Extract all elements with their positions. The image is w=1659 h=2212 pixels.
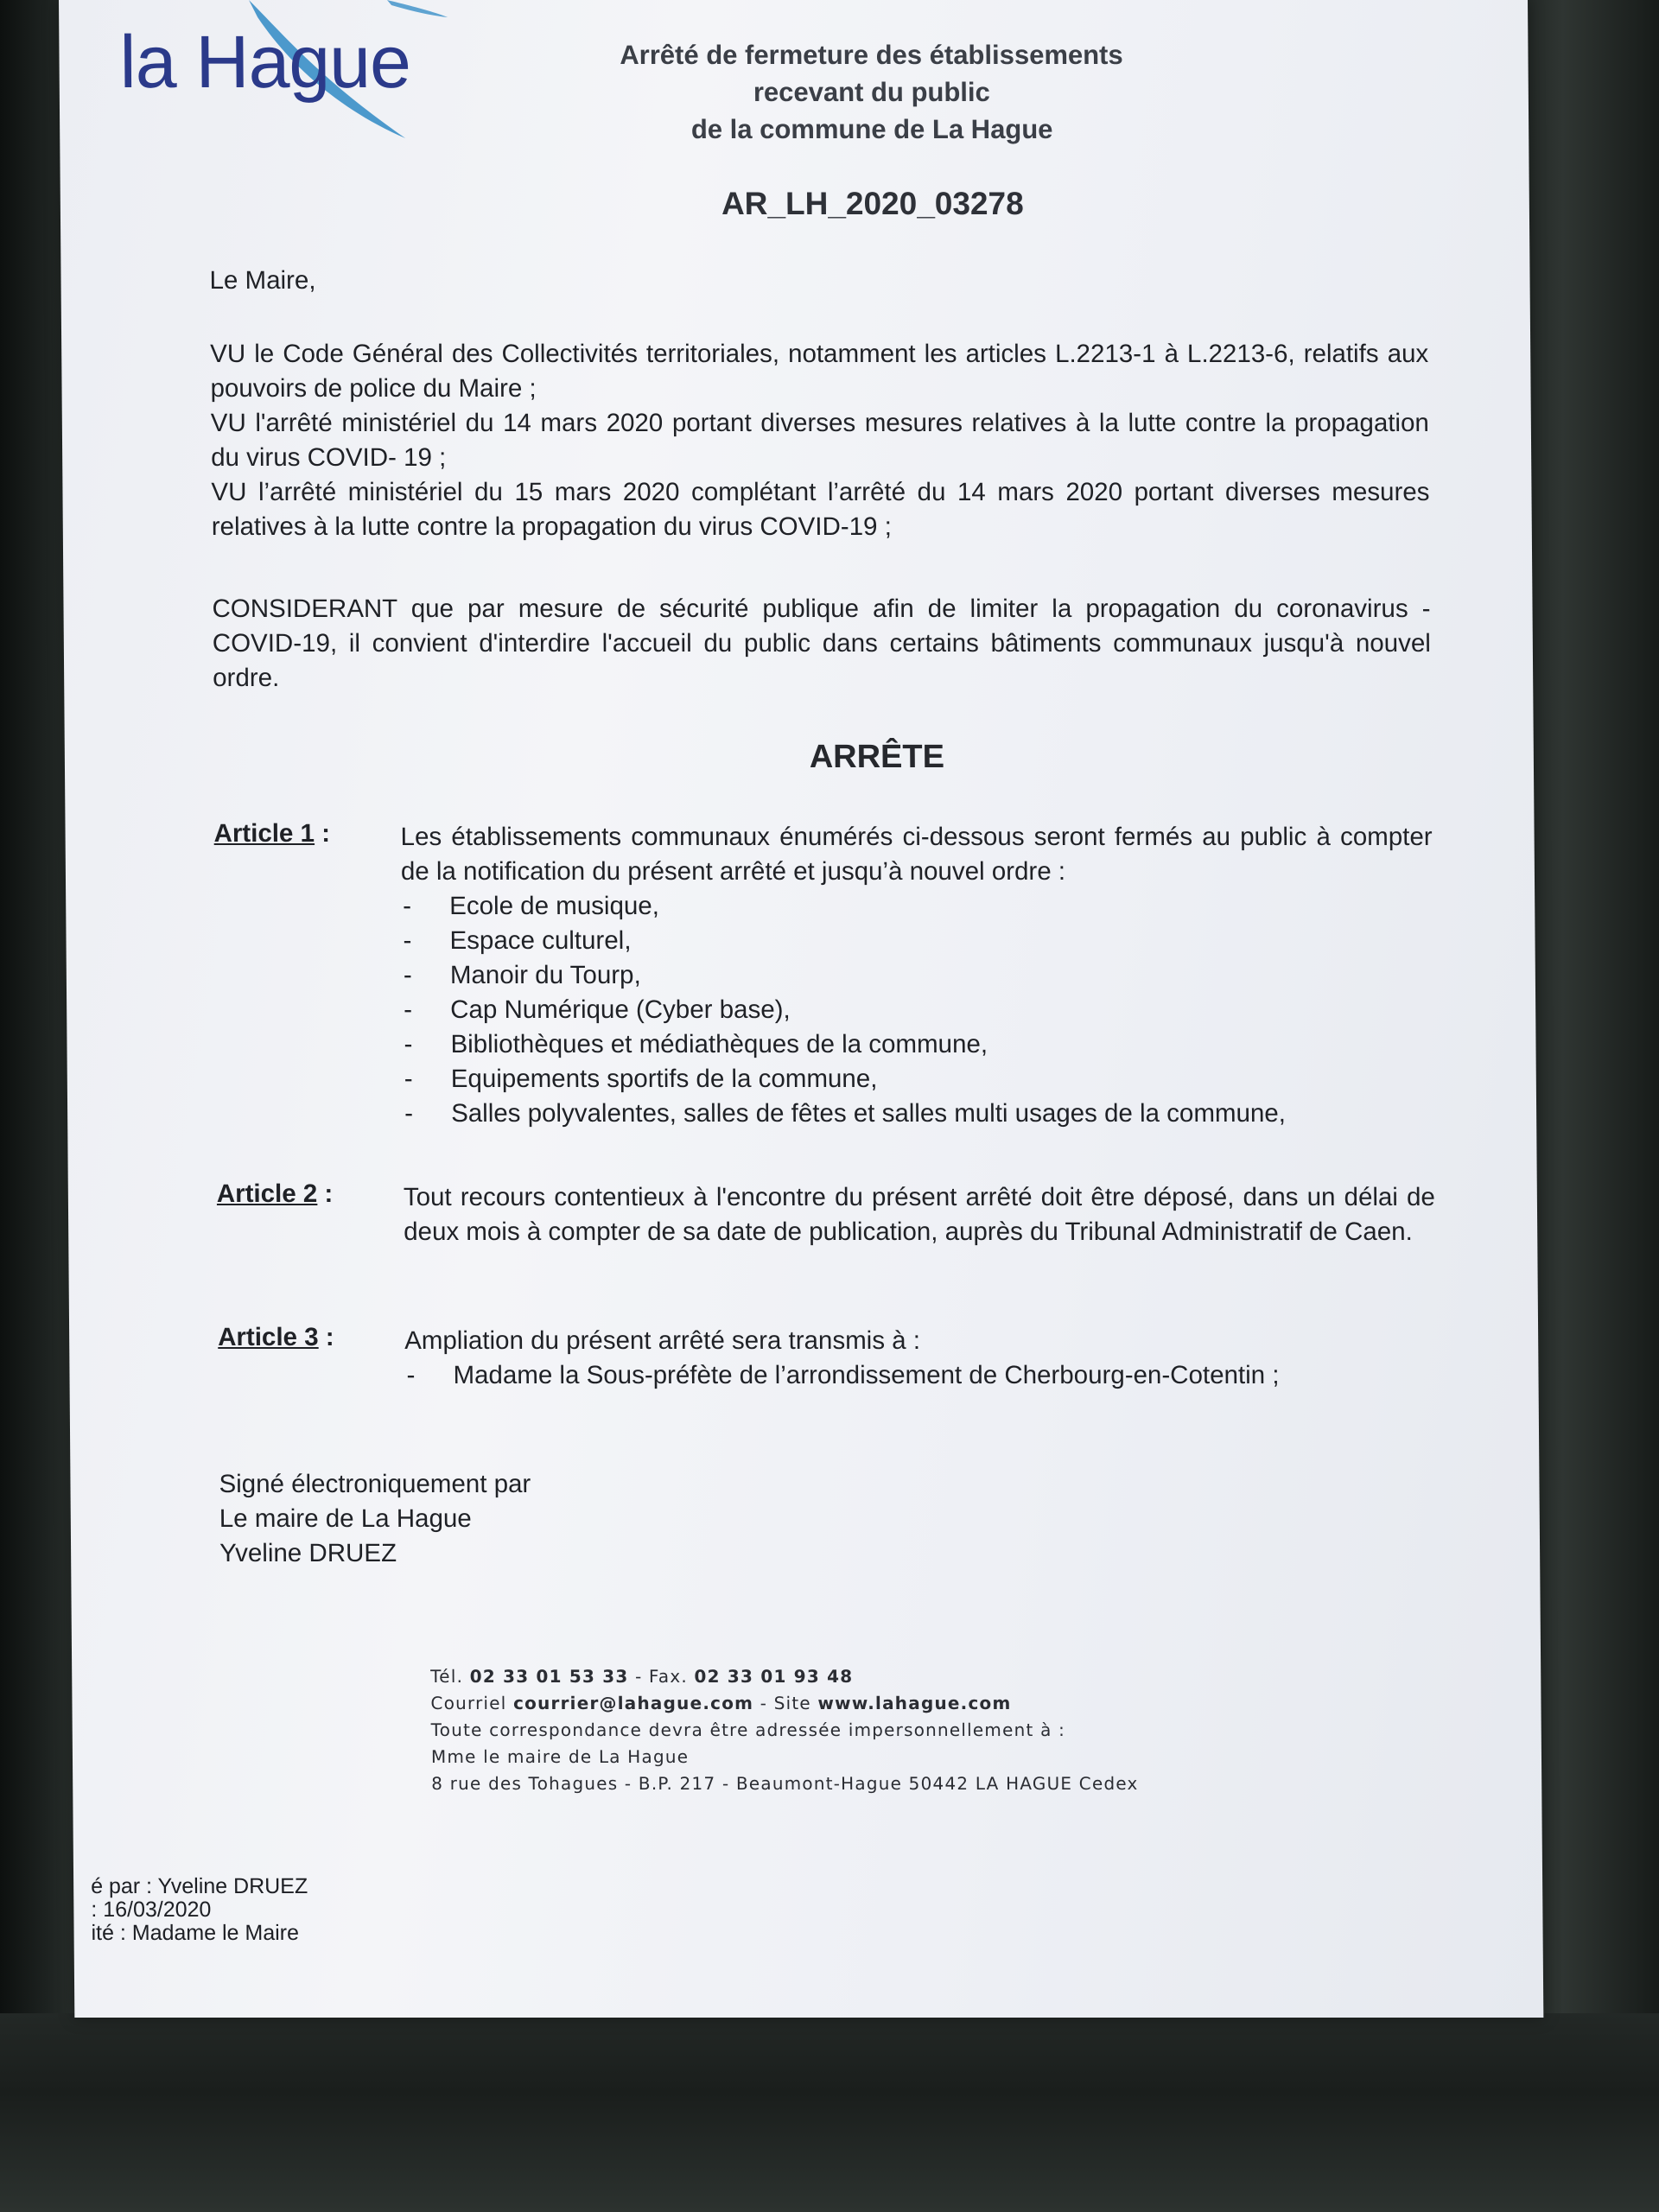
signature-block — [219, 1467, 531, 1571]
list-item: - Salles polyvalentes, salles de fêtes et salles multi usages de la commune, — [403, 1096, 1434, 1131]
signature-line: Signé électroniquement par — [219, 1470, 531, 1498]
document-sheet — [59, 0, 1543, 2018]
article-1-text: Les établissements communaux énumérés ci-dessous seront fermés au public à compter de la notification du présent arrêté et jusqu’à nouvel ordre : — [400, 823, 1433, 886]
reference-number: AR_LH_2020_03278 — [721, 186, 1024, 221]
stamp-line: é par : Yveline DRUEZ — [91, 1874, 308, 1898]
footer-address: 8 rue des Tohagues - B.P. 217 - Beaumont-Hague 50442 LA HAGUE Cedex — [431, 1773, 1139, 1794]
electronic-signature-stamp — [91, 1875, 308, 1945]
recipients-list — [404, 1358, 1436, 1393]
document-heading — [543, 36, 1200, 148]
list-item: - Manoir du Tourp, — [402, 958, 1433, 993]
article-2-body: Tout recours contentieux à l'encontre du présent arrêté doit être déposé, dans un délai de deux mois à compter de sa date de publication, auprès du Tribunal Administratif de Caen. — [403, 1183, 1436, 1246]
list-item: - Madame la Sous-préfète de l’arrondissement de Cherbourg-en-Cotentin ; — [404, 1358, 1436, 1393]
considerant-paragraph: CONSIDERANT que par mesure de sécurité publique afin de limiter la propagation du coronavirus - COVID-19, il convient d'interdire l'accueil du public dans certains bâtiments communaux jusqu'à nouvel ordre. — [212, 594, 1431, 692]
footer-email-line: Courriel courrier@lahague.com - Site www.lahague.com — [430, 1693, 1012, 1713]
list-item: - Ecole de musique, — [401, 889, 1433, 924]
stamp-line: ité : Madame le Maire — [91, 1921, 300, 1945]
salutation: Le Maire, — [209, 266, 316, 295]
footer-recipient: Mme le maire de La Hague — [430, 1746, 690, 1767]
article-1-body — [400, 820, 1434, 1131]
logo-text: la Hague — [119, 21, 411, 104]
dark-backdrop-bottom — [0, 2013, 1659, 2212]
vu-line: VU le Code Général des Collectivités territoriales, notamment les articles L.2213-1 à L.2213-6, relatifs aux pouvoirs de police du Maire ; — [210, 340, 1429, 403]
article-3-label: Article 3 : — [218, 1323, 334, 1351]
vu-line: VU l'arrêté ministériel du 14 mars 2020 portant diverses mesures relatives à la lutte contre la propagation du virus COVID- 19 ; — [210, 409, 1429, 472]
phone-number: 02 33 01 53 33 — [469, 1666, 629, 1687]
footer-phone-line: Tél. 02 33 01 53 33 - Fax. 02 33 01 93 48 — [430, 1666, 854, 1687]
heading-line: de la commune de La Hague — [690, 114, 1053, 144]
vu-line: VU l’arrêté ministériel du 15 mars 2020 complétant l’arrêté du 14 mars 2020 portant diverses mesures relatives à la lutte contre la propagation du virus COVID-19 ; — [211, 478, 1430, 541]
email-address: courrier@lahague.com — [512, 1693, 754, 1713]
fax-number: 02 33 01 93 48 — [694, 1666, 854, 1687]
heading-line: recevant du public — [753, 77, 990, 107]
closed-facilities-list — [401, 889, 1434, 1131]
signature-line: Le maire de La Hague — [219, 1504, 472, 1533]
list-item: - Espace culturel, — [401, 924, 1433, 958]
signature-line: Yveline DRUEZ — [219, 1539, 397, 1567]
vu-block — [210, 337, 1430, 544]
article-2-label: Article 2 : — [216, 1179, 334, 1208]
contact-footer — [430, 1663, 1139, 1797]
website: www.lahague.com — [817, 1693, 1012, 1713]
stamp-line: : 16/03/2020 — [91, 1897, 212, 1922]
footer-correspondence: Toute correspondance devra être adressée impersonnellement à : — [430, 1719, 1066, 1740]
list-item: - Bibliothèques et médiathèques de la commune, — [402, 1027, 1433, 1062]
article-3-text: Ampliation du présent arrêté sera transmis à : — [404, 1326, 921, 1355]
article-3-body — [404, 1324, 1437, 1393]
article-1-label: Article 1 : — [213, 819, 331, 848]
decision-title: ARRÊTE — [809, 739, 945, 775]
list-item: - Cap Numérique (Cyber base), — [402, 993, 1433, 1027]
list-item: - Equipements sportifs de la commune, — [403, 1062, 1434, 1096]
heading-line: Arrêté de fermeture des établissements — [620, 40, 1123, 70]
